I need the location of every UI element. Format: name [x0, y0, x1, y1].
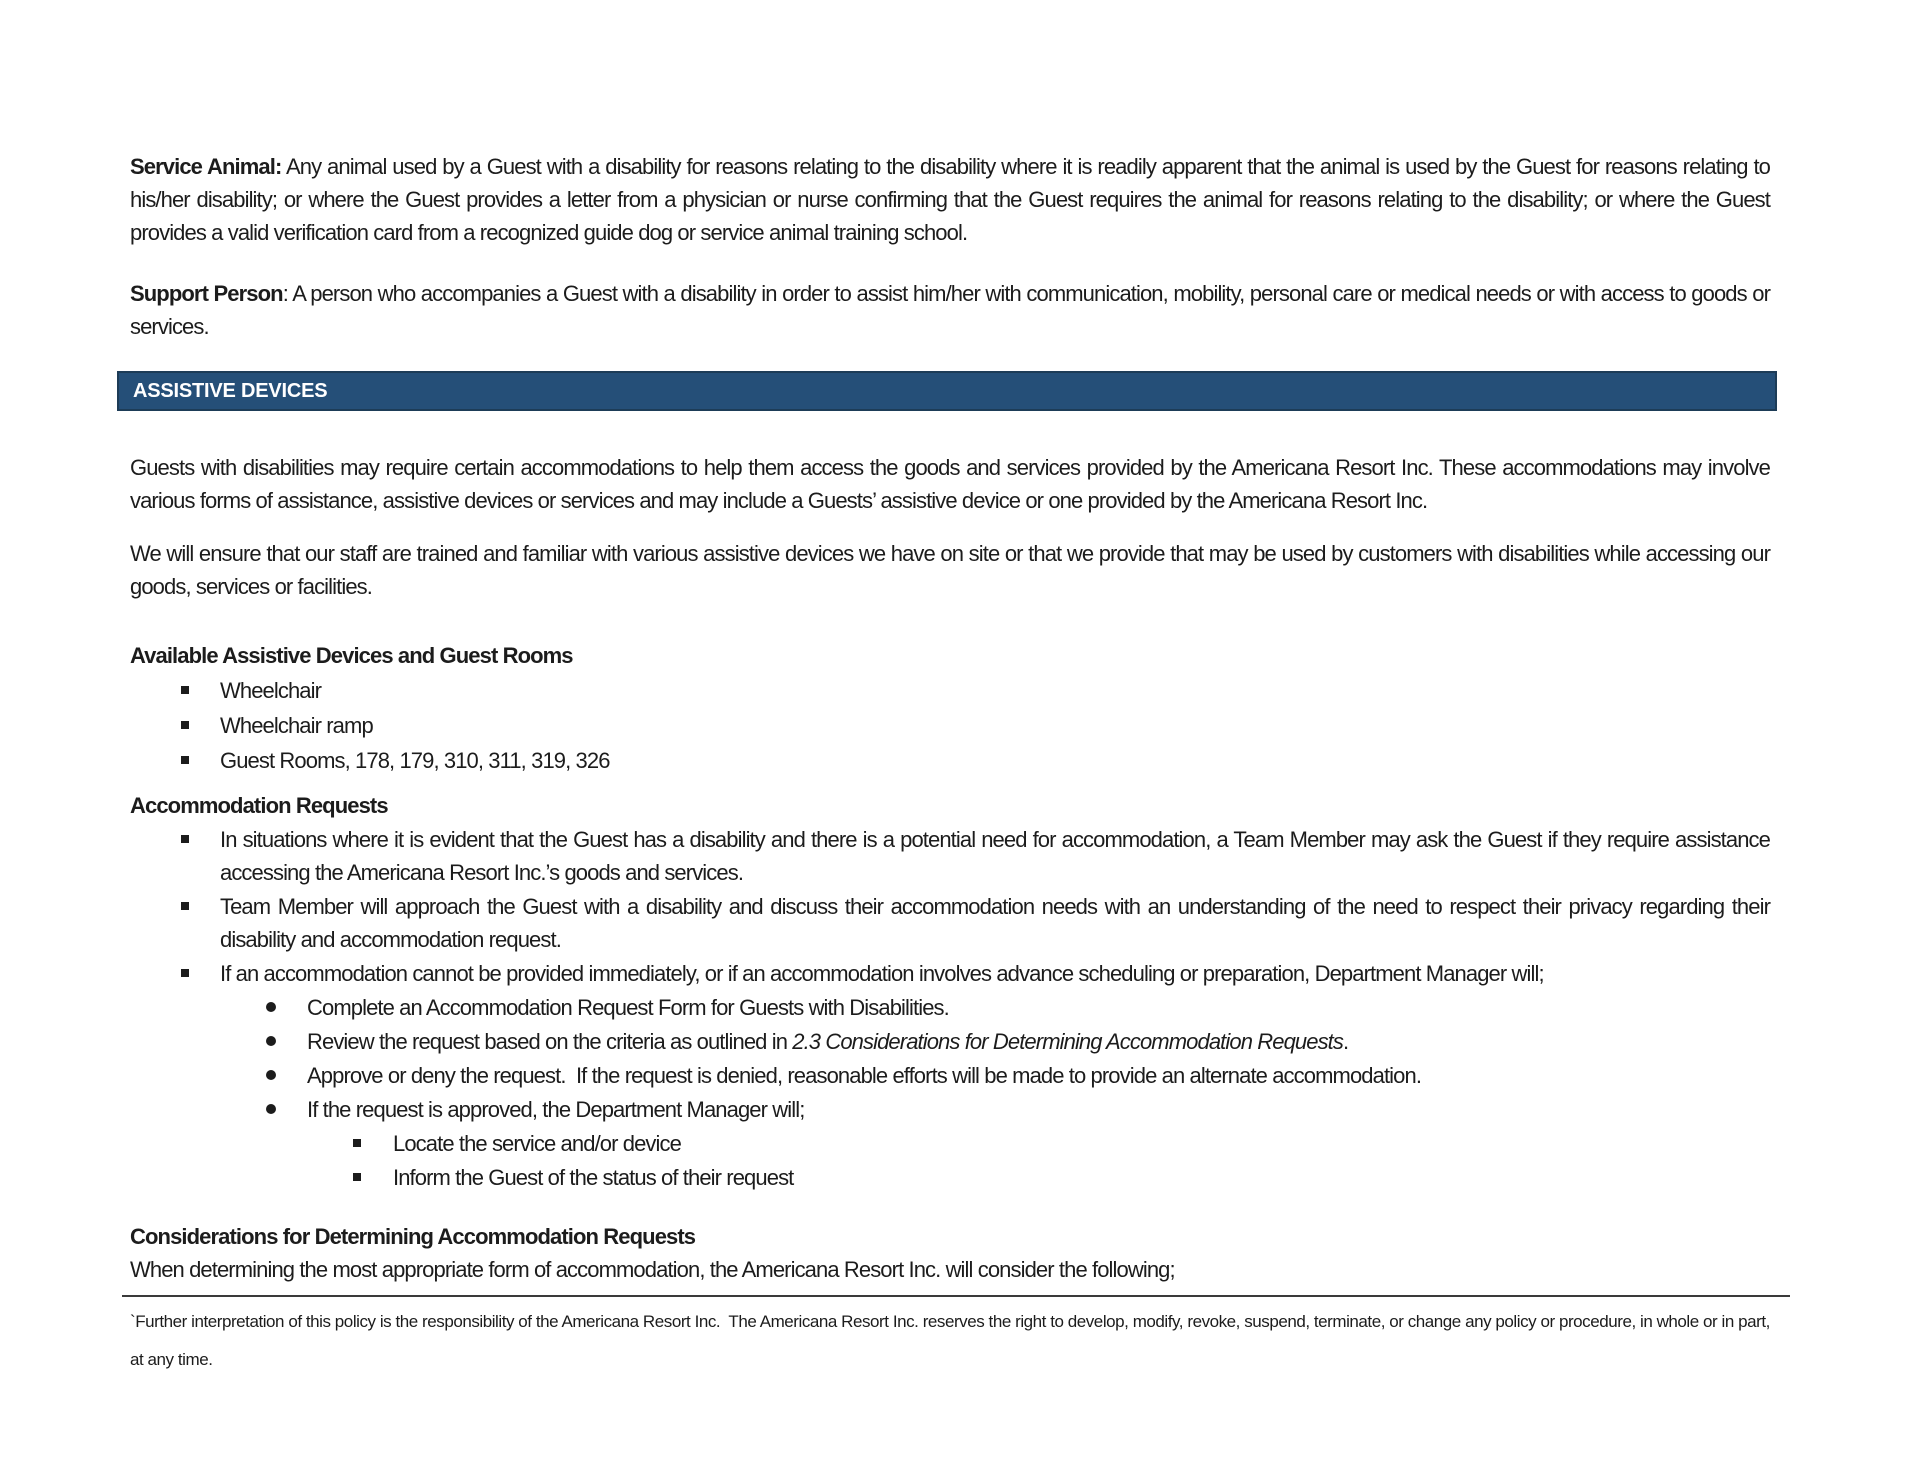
manager-actions-list — [130, 991, 1770, 1126]
requests-list — [130, 823, 1770, 990]
service-animal-term: Service Animal: — [130, 154, 282, 179]
support-person-definition — [130, 277, 1770, 343]
review-pre-text: Review the request based on the criteria as outlined in — [307, 1029, 793, 1054]
devices-list — [130, 674, 1770, 777]
assistive-devices-section-header — [117, 371, 1777, 411]
service-animal-text: Any animal used by a Guest with a disability for reasons relating to the disability where it is readily apparent that the animal is used by the Guest for reasons relating to his/her disability; or where the Guest provides a letter from a physician or nurse confirming that the Guest requires the animal for reasons relating to the disability; or where the Guest provides a valid verification card from a recognized guide dog or service animal training school. — [130, 154, 1770, 245]
footnote-divider — [122, 1295, 1790, 1297]
list-item: Approve or deny the request. If the request is denied, reasonable efforts will be made to provide an alternate accommodation. — [130, 1059, 1770, 1092]
list-item: Inform the Guest of the status of their request — [130, 1161, 1770, 1194]
list-item: In situations where it is evident that the Guest has a disability and there is a potential need for accommodation, a Team Member may ask the Guest if they require assistance accessing the Americana Resort Inc.’s goods and services. — [130, 823, 1770, 889]
accommodations-paragraph: Guests with disabilities may require certain accommodations to help them access the goods and services provided by the Americana Resort Inc. These accommodations may involve various forms of assistance, assistive devices or services and may include a Guests’ assistive device or one provided by the Americana Resort Inc. — [130, 455, 1770, 513]
footnote-text: `Further interpretation of this policy is the responsibility of the Americana Resort Inc. The Americana Resort Inc. reserves the right to develop, modify, revoke, suspend, terminate, or change any policy or procedure, in whole or in part, at any time. — [130, 1312, 1770, 1369]
list-item: If an accommodation cannot be provided immediately, or if an accommodation involves advance scheduling or preparation, Department Manager will; — [130, 957, 1770, 990]
review-italic-reference: 2.3 Considerations for Determining Accommodation Requests — [792, 1029, 1343, 1054]
approved-actions-list — [130, 1127, 1770, 1194]
section-header-title: ASSISTIVE DEVICES — [133, 379, 328, 402]
considerations-heading: Considerations for Determining Accommodation Requests — [130, 1224, 696, 1249]
support-person-term: Support Person — [130, 281, 283, 306]
staff-training-paragraph: We will ensure that our staff are trained and familiar with various assistive devices we have on site or that we provide that may be used by customers with disabilities while accessing our goods, services or facilities. — [130, 541, 1770, 599]
list-item: Wheelchair ramp — [130, 709, 1770, 742]
when-determining-paragraph: When determining the most appropriate form of accommodation, the Americana Resort Inc. will consider the following; — [130, 1257, 1175, 1282]
available-devices-heading: Available Assistive Devices and Guest Rooms — [130, 643, 573, 668]
list-item: Team Member will approach the Guest with a disability and discuss their accommodation needs with an understanding of the need to respect their privacy regarding their disability and accommodation request. — [130, 890, 1770, 956]
list-item: Locate the service and/or device — [130, 1127, 1770, 1160]
support-person-text: : A person who accompanies a Guest with a disability in order to assist him/her with communication, mobility, personal care or medical needs or with access to goods or services. — [130, 281, 1770, 339]
list-item: Wheelchair — [130, 674, 1770, 707]
list-item: If the request is approved, the Department Manager will; — [130, 1093, 1770, 1126]
list-item: Guest Rooms, 178, 179, 310, 311, 319, 326 — [130, 744, 1770, 777]
accommodation-requests-heading: Accommodation Requests — [130, 793, 388, 818]
list-item — [130, 1025, 1770, 1058]
review-post-text: . — [1343, 1029, 1349, 1054]
service-animal-definition — [130, 150, 1770, 249]
list-item: Complete an Accommodation Request Form for Guests with Disabilities. — [130, 991, 1770, 1024]
